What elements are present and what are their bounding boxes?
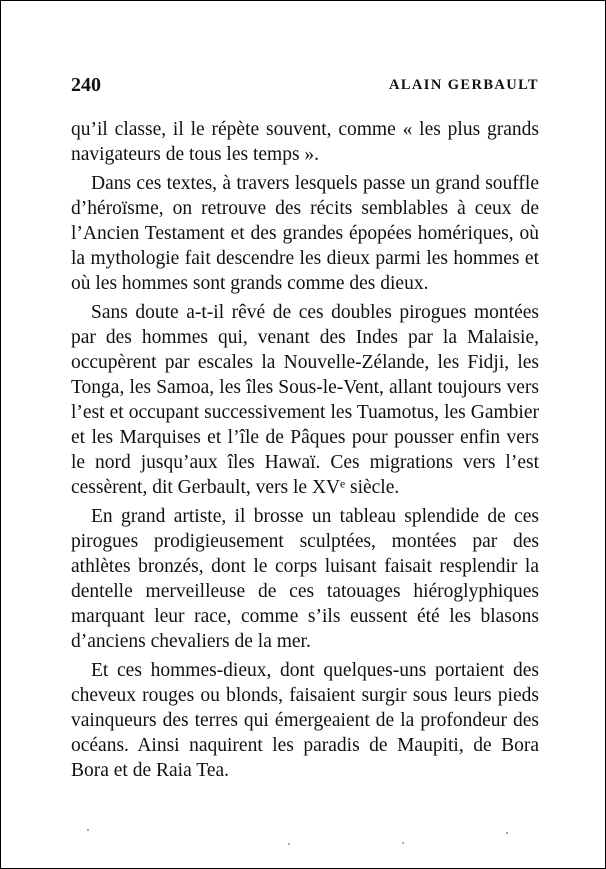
paragraph-heroism: Dans ces textes, à travers lesquels passe un grand souffle d’héroïsme, on retrouve des récits semblables à ceux de l’Ancien Testament et des grandes épopées homériques, où la mythologie fait descendre les dieux parmi les hommes et où les hommes sont grands comme des dieux.	[71, 173, 539, 294]
scan-speck	[402, 842, 403, 843]
paragraph-pirogues: En grand artiste, il brosse un tableau splendide de ces pirogues prodigieusement sculptées, montées par des athlètes bronzés, dont le corps luisant faisait resplendir la dentelle merveilleuse de ces tatouages hiéroglyphiques marquant leur race, comme s’ils eussent été les blasons d’anciens chevaliers de la mer.	[71, 506, 539, 652]
page-number: 240	[71, 74, 101, 96]
paragraph-men-gods: Et ces hommes-dieux, dont quelques-uns portaient des cheveux rouges ou blonds, faisaient surgir sous leurs pieds vainqueurs des terres qui émergeaient de la profondeur des océans. Ainsi naquirent les paradis de Maupiti, de Bora Bora et de Raia Tea.	[71, 660, 539, 781]
paragraph-migrations: Sans doute a-t-il rêvé de ces doubles pirogues montées par des hommes qui, venant des Indes par la Malaisie, occupèrent par escales la Nouvelle-Zélande, les Fidji, les Tonga, les Samoa, les îles Sous-le-Vent, allant toujours vers l’est et occupant successivement les Tuamotus, les Gambier et les Marquises et l’île de Pâques pour pousser enfin vers le nord jusqu’aux îles Hawaï. Ces migrations vers l’est cessèrent, dit Gerbault, vers le XVᵉ siècle.	[71, 302, 539, 498]
scan-speck	[87, 829, 89, 831]
running-head-author: ALAIN GERBAULT	[388, 77, 539, 93]
running-header	[71, 73, 539, 97]
scan-speck	[506, 832, 508, 834]
scan-speck	[288, 843, 289, 844]
body-text	[71, 117, 539, 787]
paragraph-continuation: qu’il classe, il le répète souvent, comme « les plus grands navigateurs de tous les temps ».	[71, 119, 539, 165]
